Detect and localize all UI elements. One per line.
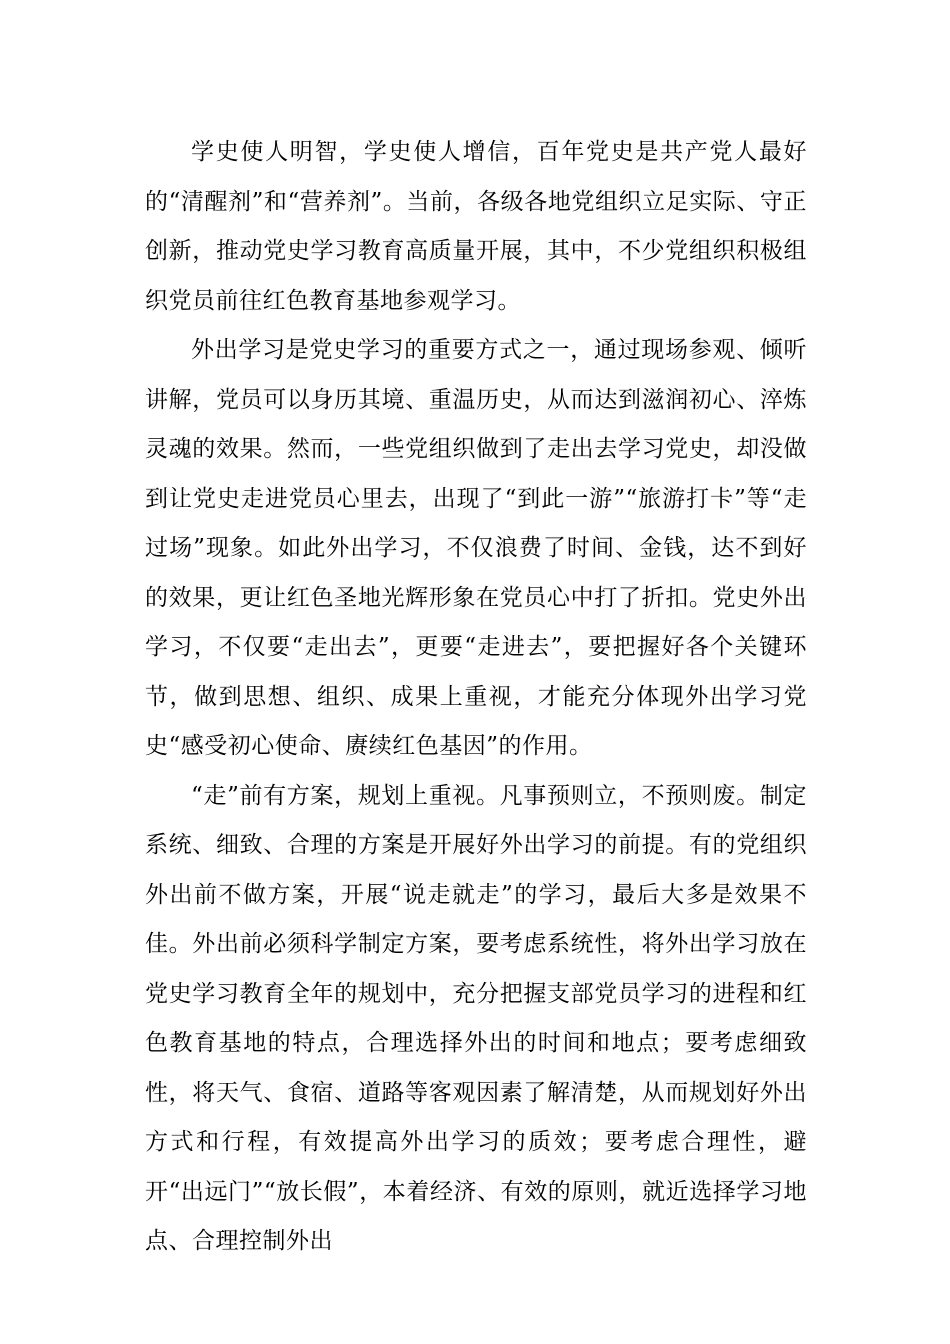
- paragraph-1: 学史使人明智，学史使人增信，百年党史是共产党人最好的“清醒剂”和“营养剂”。当前，各级各地党组织立足实际、守正创新，推动党史学习教育高质量开展，其中，不少党组织积极组织党员前往红色教育基地参观学习。: [145, 139, 807, 314]
- paragraph-3: “走”前有方案，规划上重视。凡事预则立，不预则废。制定系统、细致、合理的方案是开展好外出学习的前提。有的党组织外出前不做方案，开展“说走就走”的学习，最后大多是效果不佳。外出前必须科学制定方案，要考虑系统性，将外出学习放在党史学习教育全年的规划中，充分把握支部党员学习的进程和红色教育基地的特点，合理选择外出的时间和地点；要考虑细致性，将天气、食宿、道路等客观因素了解清楚，从而规划好外出方式和行程，有效提高外出学习的质效；要考虑合理性，避开“出远门”“放长假”，本着经济、有效的原则，就近选择学习地点、合理控制外出: [145, 782, 807, 1254]
- paragraph-2: 外出学习是党史学习的重要方式之一，通过现场参观、倾听讲解，党员可以身历其境、重温历史，从而达到滋润初心、淬炼灵魂的效果。然而，一些党组织做到了走出去学习党史，却没做到让党史走进党员心里去，出现了“到此一游”“旅游打卡”等“走过场”现象。如此外出学习，不仅浪费了时间、金钱，达不到好的效果，更让红色圣地光辉形象在党员心中打了折扣。党史外出学习，不仅要“走出去”，更要“走进去”，要把握好各个关键环节，做到思想、组织、成果上重视，才能充分体现外出学习党史“感受初心使命、赓续红色基因”的作用。: [145, 337, 807, 759]
- document-body: [145, 128, 807, 1267]
